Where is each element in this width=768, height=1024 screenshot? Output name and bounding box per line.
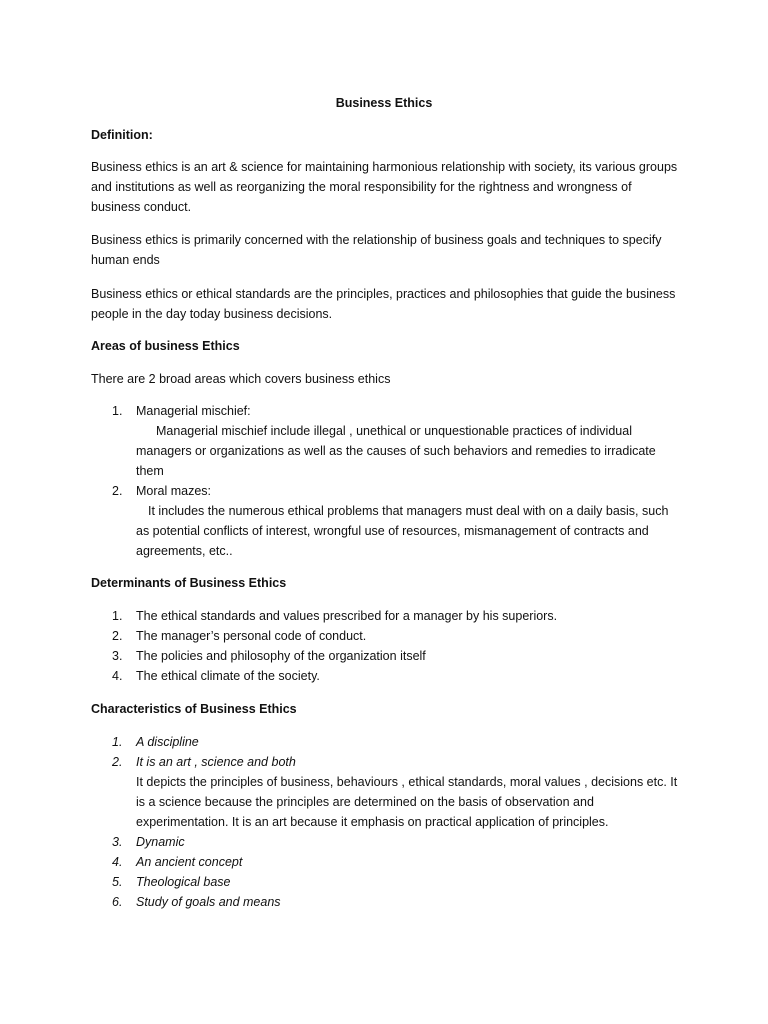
determinants-heading: Determinants of Business Ethics xyxy=(91,576,287,590)
list-number: 2. xyxy=(112,484,123,498)
list-item xyxy=(112,852,682,872)
list-text: The manager’s personal code of conduct. xyxy=(136,629,367,643)
area-title: Managerial mischief: xyxy=(136,404,251,418)
paragraph-concern: Business ethics is primarily concerned with the relationship of business goals and techniques to specify human ends xyxy=(91,233,662,267)
list-number: 1. xyxy=(112,404,123,418)
list-text: Theological base xyxy=(136,875,231,889)
paragraph-definition: Business ethics is an art & science for maintaining harmonious relationship with society, its various groups and institutions as well as reorganizing the moral responsibility for the rightness and wrongness of business conduct. xyxy=(91,160,678,214)
list-number: 2. xyxy=(112,629,123,643)
list-item xyxy=(112,892,682,912)
areas-list xyxy=(112,401,682,561)
list-item xyxy=(112,732,682,752)
list-text: Dynamic xyxy=(136,835,185,849)
list-number: 4. xyxy=(112,855,123,869)
list-description: It depicts the principles of business, behaviours , ethical standards, moral values , decisions etc. It is a science because the principles are determined on the basis of observation and experimentation. It is an art because it emphasis on practical application of principles. xyxy=(136,775,678,829)
area-description: Managerial mischief include illegal , unethical or unquestionable practices of individual managers or organizations as well as the causes of such behaviors and remedies to irradicate them xyxy=(136,424,656,478)
list-text: Study of goals and means xyxy=(136,895,281,909)
list-item xyxy=(112,752,682,832)
list-item xyxy=(112,646,682,666)
list-item xyxy=(112,666,682,686)
area-title: Moral mazes: xyxy=(136,484,212,498)
characteristics-list xyxy=(112,732,682,912)
list-number: 2. xyxy=(112,755,123,769)
list-text: A discipline xyxy=(136,735,199,749)
list-item xyxy=(112,606,682,626)
list-item xyxy=(112,401,682,481)
list-text: An ancient concept xyxy=(136,855,243,869)
areas-intro: There are 2 broad areas which covers business ethics xyxy=(91,372,391,386)
definition-heading: Definition: xyxy=(91,128,153,142)
paragraph-standards: Business ethics or ethical standards are the principles, practices and philosophies that guide the business people in the day today business decisions. xyxy=(91,287,676,321)
area-description: It includes the numerous ethical problems that managers must deal with on a daily basis, such as potential conflicts of interest, wrongful use of resources, mismanagement of contracts and agreements, etc.. xyxy=(136,504,669,558)
list-number: 1. xyxy=(112,735,123,749)
list-item xyxy=(112,832,682,852)
list-number: 6. xyxy=(112,895,123,909)
list-number: 5. xyxy=(112,875,123,889)
list-number: 4. xyxy=(112,669,123,683)
list-text: It is an art , science and both xyxy=(136,755,296,769)
page-title: Business Ethics xyxy=(335,96,433,110)
list-number: 3. xyxy=(112,835,123,849)
characteristics-heading: Characteristics of Business Ethics xyxy=(91,702,297,716)
list-number: 3. xyxy=(112,649,123,663)
areas-heading: Areas of business Ethics xyxy=(91,339,240,353)
list-number: 1. xyxy=(112,609,123,623)
list-text: The policies and philosophy of the organization itself xyxy=(136,649,426,663)
list-text: The ethical climate of the society. xyxy=(136,669,320,683)
list-text: The ethical standards and values prescribed for a manager by his superiors. xyxy=(136,609,558,623)
list-item xyxy=(112,481,682,561)
list-item xyxy=(112,626,682,646)
list-item xyxy=(112,872,682,892)
determinants-list xyxy=(112,606,682,686)
